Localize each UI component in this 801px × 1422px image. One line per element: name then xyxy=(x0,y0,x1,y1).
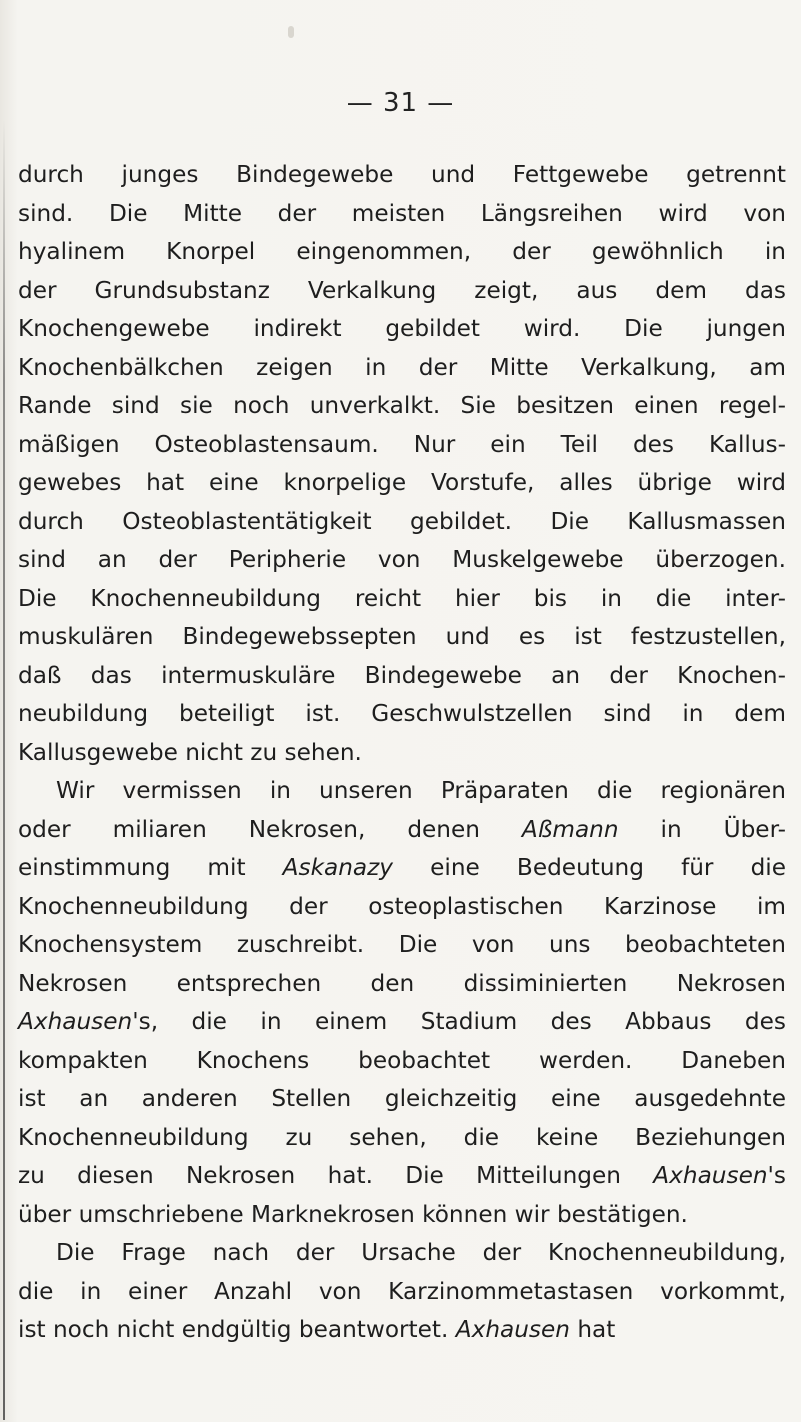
text-run: oder miliaren Nekrosen, denen xyxy=(18,815,522,843)
text-run: einstimmung mit xyxy=(18,854,283,881)
text-line: Knochenneubildung zu sehen, die keine Beziehungen xyxy=(18,1123,786,1151)
text-line: sind. Die Mitte der meisten Längsreihen wird von xyxy=(18,199,786,227)
text-line: der Grundsubstanz Verkalkung zeigt, aus dem das xyxy=(18,276,786,304)
text-line: Rande sind sie noch unverkalkt. Sie besitzen einen regel- xyxy=(18,392,786,419)
text-run: eine Bedeutung für die xyxy=(393,854,786,881)
text-line: Die Knochenneubildung reicht hier bis in die inter- xyxy=(18,584,786,612)
author-name: Axhausen xyxy=(653,1162,768,1189)
text-line xyxy=(18,1003,786,1042)
text-run: 's, die in einem Stadium des Abbaus des xyxy=(132,1008,786,1035)
page-number: — 31 — xyxy=(346,88,455,118)
text-line: mäßigen Osteoblastensaum. Nur ein Teil des Kallus- xyxy=(18,430,786,458)
text-run: zu diesen Nekrosen hat. Die Mitteilungen xyxy=(18,1162,654,1189)
text-line: Kallusgewebe nicht zu sehen. xyxy=(18,738,362,766)
text-line xyxy=(18,1157,786,1196)
text-line: daß das intermuskuläre Bindegewebe an der Knochen- xyxy=(18,661,786,689)
text-line: ist an anderen Stellen gleichzeitig eine ausgedehnte xyxy=(18,1085,786,1112)
text-line xyxy=(18,1311,786,1350)
text-line xyxy=(18,811,786,850)
author-name: Axhausen xyxy=(18,1008,133,1035)
text-line: sind an der Peripherie von Muskelgewebe überzogen. xyxy=(18,546,786,573)
author-name: Aßmann xyxy=(521,815,619,843)
text-line: Knochenbälkchen zeigen in der Mitte Verkalkung, am xyxy=(18,353,786,381)
text-run: hat xyxy=(569,1316,616,1343)
text-line: über umschriebene Marknekrosen können wir bestätigen. xyxy=(18,1200,688,1228)
text-line: gewebes hat eine knorpelige Vorstufe, alles übrige wird xyxy=(18,469,786,496)
author-name: Askanazy xyxy=(282,854,394,881)
text-line: Knochensystem zuschreibt. Die von uns beobachteten xyxy=(18,931,786,958)
text-line: neubildung beteiligt ist. Geschwulstzellen sind in dem xyxy=(18,700,786,727)
text-line: Nekrosen entsprechen den dissiminierten Nekrosen xyxy=(18,969,786,997)
text-line: Knochenneubildung der osteoplastischen Karzinose im xyxy=(18,892,786,920)
binding-gutter-shadow xyxy=(3,120,5,1420)
text-line: Die Frage nach der Ursache der Knochenneubildung, xyxy=(56,1239,786,1266)
text-line: Wir vermissen in unseren Präparaten die regionären xyxy=(56,777,786,804)
body-text xyxy=(18,156,786,1350)
text-run: ist noch nicht endgültig beantwortet. xyxy=(18,1316,456,1343)
paper-stain xyxy=(288,26,294,38)
text-run: 's xyxy=(767,1162,786,1189)
text-line: hyalinem Knorpel eingenommen, der gewöhnlich in xyxy=(18,238,786,265)
text-line: durch Osteoblastentätigkeit gebildet. Die Kallusmassen xyxy=(18,507,786,535)
text-line: Knochengewebe indirekt gebildet wird. Die jungen xyxy=(18,315,786,342)
text-line xyxy=(18,849,786,888)
text-line: muskulären Bindegewebssepten und es ist festzustellen, xyxy=(18,623,786,650)
author-name: Axhausen xyxy=(455,1316,570,1343)
text-run: in Über- xyxy=(618,815,786,843)
text-line: kompakten Knochens beobachtet werden. Daneben xyxy=(18,1046,786,1074)
text-line: die in einer Anzahl von Karzinommetastasen vorkommt, xyxy=(18,1277,786,1305)
text-line: durch junges Bindegewebe und Fettgewebe getrennt xyxy=(18,161,786,188)
